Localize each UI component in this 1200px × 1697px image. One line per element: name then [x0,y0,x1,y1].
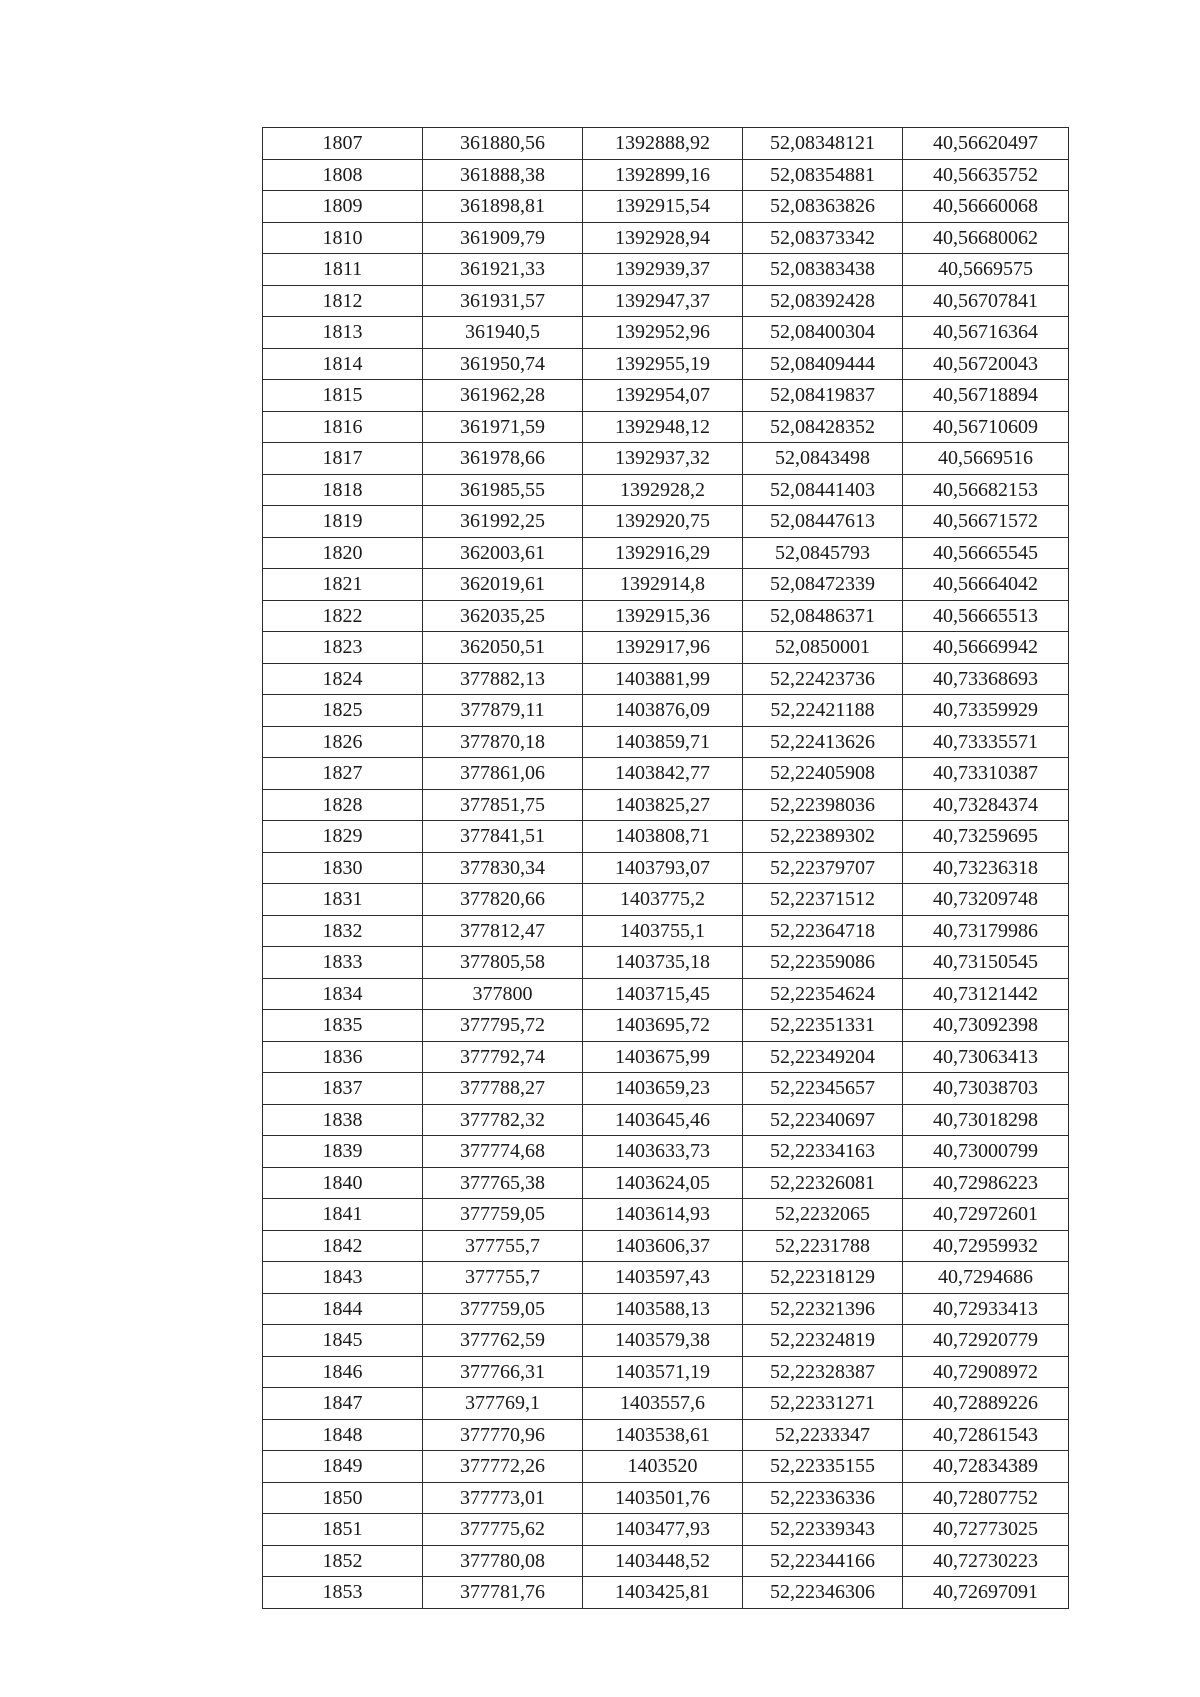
longitude-cell: 40,7294686 [903,1262,1069,1294]
table-row [263,852,1069,884]
y-coordinate-cell: 1403614,93 [583,1199,743,1231]
latitude-cell: 52,0850001 [743,632,903,664]
x-coordinate-cell: 361962,28 [423,380,583,412]
x-coordinate-cell: 377765,38 [423,1167,583,1199]
x-coordinate-cell: 361971,59 [423,411,583,443]
point-number-cell: 1840 [263,1167,423,1199]
point-number-cell: 1817 [263,443,423,475]
longitude-cell: 40,73038703 [903,1073,1069,1105]
latitude-cell: 52,22423736 [743,663,903,695]
point-number-cell: 1807 [263,128,423,160]
y-coordinate-cell: 1403755,1 [583,915,743,947]
latitude-cell: 52,08428352 [743,411,903,443]
y-coordinate-cell: 1392948,12 [583,411,743,443]
y-coordinate-cell: 1392928,94 [583,222,743,254]
y-coordinate-cell: 1403645,46 [583,1104,743,1136]
latitude-cell: 52,22344166 [743,1545,903,1577]
table-row [263,632,1069,664]
longitude-cell: 40,72889226 [903,1388,1069,1420]
longitude-cell: 40,56720043 [903,348,1069,380]
x-coordinate-cell: 362019,61 [423,569,583,601]
x-coordinate-cell: 362050,51 [423,632,583,664]
y-coordinate-cell: 1403477,93 [583,1514,743,1546]
latitude-cell: 52,08447613 [743,506,903,538]
x-coordinate-cell: 377861,06 [423,758,583,790]
longitude-cell: 40,56665545 [903,537,1069,569]
point-number-cell: 1845 [263,1325,423,1357]
point-number-cell: 1843 [263,1262,423,1294]
longitude-cell: 40,56710609 [903,411,1069,443]
y-coordinate-cell: 1392939,37 [583,254,743,286]
table-row [263,1230,1069,1262]
x-coordinate-cell: 377795,72 [423,1010,583,1042]
y-coordinate-cell: 1403624,05 [583,1167,743,1199]
table-row [263,443,1069,475]
longitude-cell: 40,72730223 [903,1545,1069,1577]
latitude-cell: 52,22318129 [743,1262,903,1294]
x-coordinate-cell: 362003,61 [423,537,583,569]
latitude-cell: 52,22405908 [743,758,903,790]
table-row [263,789,1069,821]
y-coordinate-cell: 1403775,2 [583,884,743,916]
y-coordinate-cell: 1392947,37 [583,285,743,317]
longitude-cell: 40,72834389 [903,1451,1069,1483]
latitude-cell: 52,22351331 [743,1010,903,1042]
y-coordinate-cell: 1392899,16 [583,159,743,191]
latitude-cell: 52,08354881 [743,159,903,191]
table-row [263,1167,1069,1199]
y-coordinate-cell: 1403633,73 [583,1136,743,1168]
latitude-cell: 52,22335155 [743,1451,903,1483]
x-coordinate-cell: 377805,58 [423,947,583,979]
table-row [263,726,1069,758]
longitude-cell: 40,73359929 [903,695,1069,727]
point-number-cell: 1810 [263,222,423,254]
longitude-cell: 40,73150545 [903,947,1069,979]
x-coordinate-cell: 361921,33 [423,254,583,286]
y-coordinate-cell: 1392888,92 [583,128,743,160]
longitude-cell: 40,73335571 [903,726,1069,758]
x-coordinate-cell: 361931,57 [423,285,583,317]
longitude-cell: 40,73121442 [903,978,1069,1010]
x-coordinate-cell: 362035,25 [423,600,583,632]
longitude-cell: 40,56665513 [903,600,1069,632]
longitude-cell: 40,56635752 [903,159,1069,191]
point-number-cell: 1825 [263,695,423,727]
x-coordinate-cell: 361950,74 [423,348,583,380]
latitude-cell: 52,08409444 [743,348,903,380]
x-coordinate-cell: 377812,47 [423,915,583,947]
point-number-cell: 1839 [263,1136,423,1168]
table-row [263,1010,1069,1042]
table-row [263,884,1069,916]
table-row [263,537,1069,569]
point-number-cell: 1812 [263,285,423,317]
y-coordinate-cell: 1403501,76 [583,1482,743,1514]
table-row [263,915,1069,947]
y-coordinate-cell: 1403579,38 [583,1325,743,1357]
table-row [263,1199,1069,1231]
table-row [263,254,1069,286]
longitude-cell: 40,72920779 [903,1325,1069,1357]
point-number-cell: 1847 [263,1388,423,1420]
latitude-cell: 52,0845793 [743,537,903,569]
point-number-cell: 1823 [263,632,423,664]
y-coordinate-cell: 1403520 [583,1451,743,1483]
table-row [263,821,1069,853]
point-number-cell: 1844 [263,1293,423,1325]
x-coordinate-cell: 377766,31 [423,1356,583,1388]
latitude-cell: 52,22359086 [743,947,903,979]
longitude-cell: 40,56682153 [903,474,1069,506]
point-number-cell: 1837 [263,1073,423,1105]
latitude-cell: 52,08392428 [743,285,903,317]
longitude-cell: 40,73092398 [903,1010,1069,1042]
point-number-cell: 1834 [263,978,423,1010]
table-row [263,191,1069,223]
table-row [263,159,1069,191]
x-coordinate-cell: 361888,38 [423,159,583,191]
table-row [263,474,1069,506]
x-coordinate-cell: 377774,68 [423,1136,583,1168]
latitude-cell: 52,2232065 [743,1199,903,1231]
point-number-cell: 1842 [263,1230,423,1262]
table-row [263,1577,1069,1609]
longitude-cell: 40,72972601 [903,1199,1069,1231]
table-row [263,947,1069,979]
latitude-cell: 52,22398036 [743,789,903,821]
longitude-cell: 40,72908972 [903,1356,1069,1388]
table-row [263,1325,1069,1357]
point-number-cell: 1852 [263,1545,423,1577]
y-coordinate-cell: 1392914,8 [583,569,743,601]
y-coordinate-cell: 1403793,07 [583,852,743,884]
latitude-cell: 52,08419837 [743,380,903,412]
x-coordinate-cell: 377851,75 [423,789,583,821]
x-coordinate-cell: 361940,5 [423,317,583,349]
latitude-cell: 52,22334163 [743,1136,903,1168]
y-coordinate-cell: 1403659,23 [583,1073,743,1105]
point-number-cell: 1821 [263,569,423,601]
latitude-cell: 52,08373342 [743,222,903,254]
latitude-cell: 52,22340697 [743,1104,903,1136]
table-row [263,317,1069,349]
table-row [263,1104,1069,1136]
table-row [263,569,1069,601]
table-row [263,663,1069,695]
longitude-cell: 40,56716364 [903,317,1069,349]
latitude-cell: 52,22321396 [743,1293,903,1325]
point-number-cell: 1829 [263,821,423,853]
y-coordinate-cell: 1403715,45 [583,978,743,1010]
x-coordinate-cell: 377772,26 [423,1451,583,1483]
x-coordinate-cell: 361992,25 [423,506,583,538]
table-row [263,222,1069,254]
point-number-cell: 1827 [263,758,423,790]
y-coordinate-cell: 1403588,13 [583,1293,743,1325]
longitude-cell: 40,56707841 [903,285,1069,317]
y-coordinate-cell: 1392920,75 [583,506,743,538]
y-coordinate-cell: 1403675,99 [583,1041,743,1073]
longitude-cell: 40,72807752 [903,1482,1069,1514]
point-number-cell: 1822 [263,600,423,632]
point-number-cell: 1826 [263,726,423,758]
latitude-cell: 52,0843498 [743,443,903,475]
longitude-cell: 40,56660068 [903,191,1069,223]
latitude-cell: 52,08348121 [743,128,903,160]
table-row [263,1293,1069,1325]
point-number-cell: 1831 [263,884,423,916]
longitude-cell: 40,73000799 [903,1136,1069,1168]
y-coordinate-cell: 1403597,43 [583,1262,743,1294]
longitude-cell: 40,73063413 [903,1041,1069,1073]
latitude-cell: 52,22326081 [743,1167,903,1199]
latitude-cell: 52,22379707 [743,852,903,884]
x-coordinate-cell: 377782,32 [423,1104,583,1136]
y-coordinate-cell: 1403825,27 [583,789,743,821]
table-row [263,1356,1069,1388]
latitude-cell: 52,08441403 [743,474,903,506]
x-coordinate-cell: 377755,7 [423,1262,583,1294]
y-coordinate-cell: 1403425,81 [583,1577,743,1609]
x-coordinate-cell: 377775,62 [423,1514,583,1546]
y-coordinate-cell: 1403842,77 [583,758,743,790]
table-row [263,1073,1069,1105]
point-number-cell: 1838 [263,1104,423,1136]
table-row [263,978,1069,1010]
latitude-cell: 52,22364718 [743,915,903,947]
longitude-cell: 40,73236318 [903,852,1069,884]
table-row [263,758,1069,790]
point-number-cell: 1811 [263,254,423,286]
latitude-cell: 52,08363826 [743,191,903,223]
y-coordinate-cell: 1392915,36 [583,600,743,632]
x-coordinate-cell: 377780,08 [423,1545,583,1577]
longitude-cell: 40,73018298 [903,1104,1069,1136]
point-number-cell: 1828 [263,789,423,821]
point-number-cell: 1841 [263,1199,423,1231]
y-coordinate-cell: 1403538,61 [583,1419,743,1451]
latitude-cell: 52,22345657 [743,1073,903,1105]
y-coordinate-cell: 1403448,52 [583,1545,743,1577]
x-coordinate-cell: 377841,51 [423,821,583,853]
longitude-cell: 40,72697091 [903,1577,1069,1609]
point-number-cell: 1853 [263,1577,423,1609]
table-row [263,506,1069,538]
table-row [263,1262,1069,1294]
point-number-cell: 1820 [263,537,423,569]
longitude-cell: 40,72773025 [903,1514,1069,1546]
point-number-cell: 1833 [263,947,423,979]
longitude-cell: 40,72933413 [903,1293,1069,1325]
table-row [263,380,1069,412]
y-coordinate-cell: 1403606,37 [583,1230,743,1262]
point-number-cell: 1850 [263,1482,423,1514]
table-row [263,1388,1069,1420]
x-coordinate-cell: 361978,66 [423,443,583,475]
coordinates-table [262,127,1069,1609]
y-coordinate-cell: 1392952,96 [583,317,743,349]
latitude-cell: 52,22389302 [743,821,903,853]
x-coordinate-cell: 377830,34 [423,852,583,884]
latitude-cell: 52,08472339 [743,569,903,601]
x-coordinate-cell: 377870,18 [423,726,583,758]
longitude-cell: 40,56664042 [903,569,1069,601]
point-number-cell: 1835 [263,1010,423,1042]
x-coordinate-cell: 361985,55 [423,474,583,506]
x-coordinate-cell: 377759,05 [423,1199,583,1231]
latitude-cell: 52,22328387 [743,1356,903,1388]
table-row [263,348,1069,380]
latitude-cell: 52,22371512 [743,884,903,916]
x-coordinate-cell: 361909,79 [423,222,583,254]
longitude-cell: 40,72986223 [903,1167,1069,1199]
longitude-cell: 40,73179986 [903,915,1069,947]
x-coordinate-cell: 377781,76 [423,1577,583,1609]
longitude-cell: 40,73259695 [903,821,1069,853]
table-row [263,1451,1069,1483]
point-number-cell: 1849 [263,1451,423,1483]
latitude-cell: 52,2233347 [743,1419,903,1451]
y-coordinate-cell: 1392915,54 [583,191,743,223]
y-coordinate-cell: 1403695,72 [583,1010,743,1042]
table-row [263,1419,1069,1451]
point-number-cell: 1809 [263,191,423,223]
latitude-cell: 52,2231788 [743,1230,903,1262]
latitude-cell: 52,22346306 [743,1577,903,1609]
latitude-cell: 52,22324819 [743,1325,903,1357]
y-coordinate-cell: 1403808,71 [583,821,743,853]
point-number-cell: 1808 [263,159,423,191]
y-coordinate-cell: 1403571,19 [583,1356,743,1388]
point-number-cell: 1830 [263,852,423,884]
y-coordinate-cell: 1403876,09 [583,695,743,727]
y-coordinate-cell: 1392928,2 [583,474,743,506]
longitude-cell: 40,73209748 [903,884,1069,916]
x-coordinate-cell: 377755,7 [423,1230,583,1262]
table-row [263,1041,1069,1073]
point-number-cell: 1813 [263,317,423,349]
latitude-cell: 52,22421188 [743,695,903,727]
y-coordinate-cell: 1392937,32 [583,443,743,475]
point-number-cell: 1851 [263,1514,423,1546]
latitude-cell: 52,22413626 [743,726,903,758]
x-coordinate-cell: 377882,13 [423,663,583,695]
y-coordinate-cell: 1403735,18 [583,947,743,979]
longitude-cell: 40,56680062 [903,222,1069,254]
table-row [263,1514,1069,1546]
latitude-cell: 52,22336336 [743,1482,903,1514]
latitude-cell: 52,08400304 [743,317,903,349]
longitude-cell: 40,5669575 [903,254,1069,286]
latitude-cell: 52,22331271 [743,1388,903,1420]
longitude-cell: 40,72861543 [903,1419,1069,1451]
x-coordinate-cell: 377792,74 [423,1041,583,1073]
y-coordinate-cell: 1392955,19 [583,348,743,380]
point-number-cell: 1846 [263,1356,423,1388]
point-number-cell: 1814 [263,348,423,380]
latitude-cell: 52,22354624 [743,978,903,1010]
y-coordinate-cell: 1403859,71 [583,726,743,758]
x-coordinate-cell: 361898,81 [423,191,583,223]
point-number-cell: 1819 [263,506,423,538]
longitude-cell: 40,73368693 [903,663,1069,695]
x-coordinate-cell: 377759,05 [423,1293,583,1325]
point-number-cell: 1848 [263,1419,423,1451]
y-coordinate-cell: 1392954,07 [583,380,743,412]
longitude-cell: 40,56669942 [903,632,1069,664]
point-number-cell: 1824 [263,663,423,695]
point-number-cell: 1836 [263,1041,423,1073]
x-coordinate-cell: 377879,11 [423,695,583,727]
point-number-cell: 1818 [263,474,423,506]
longitude-cell: 40,73284374 [903,789,1069,821]
table-row [263,600,1069,632]
table-row [263,695,1069,727]
latitude-cell: 52,08383438 [743,254,903,286]
table-row [263,1136,1069,1168]
longitude-cell: 40,72959932 [903,1230,1069,1262]
x-coordinate-cell: 377762,59 [423,1325,583,1357]
y-coordinate-cell: 1392916,29 [583,537,743,569]
x-coordinate-cell: 377788,27 [423,1073,583,1105]
table-row [263,1545,1069,1577]
x-coordinate-cell: 377773,01 [423,1482,583,1514]
longitude-cell: 40,73310387 [903,758,1069,790]
x-coordinate-cell: 377769,1 [423,1388,583,1420]
longitude-cell: 40,56718894 [903,380,1069,412]
coordinates-table-body [263,128,1069,1609]
latitude-cell: 52,08486371 [743,600,903,632]
table-row [263,285,1069,317]
point-number-cell: 1815 [263,380,423,412]
table-row [263,411,1069,443]
x-coordinate-cell: 361880,56 [423,128,583,160]
y-coordinate-cell: 1392917,96 [583,632,743,664]
y-coordinate-cell: 1403557,6 [583,1388,743,1420]
x-coordinate-cell: 377820,66 [423,884,583,916]
x-coordinate-cell: 377770,96 [423,1419,583,1451]
table-row [263,128,1069,160]
y-coordinate-cell: 1403881,99 [583,663,743,695]
table-row [263,1482,1069,1514]
x-coordinate-cell: 377800 [423,978,583,1010]
latitude-cell: 52,22339343 [743,1514,903,1546]
longitude-cell: 40,5669516 [903,443,1069,475]
longitude-cell: 40,56671572 [903,506,1069,538]
point-number-cell: 1832 [263,915,423,947]
longitude-cell: 40,56620497 [903,128,1069,160]
point-number-cell: 1816 [263,411,423,443]
latitude-cell: 52,22349204 [743,1041,903,1073]
